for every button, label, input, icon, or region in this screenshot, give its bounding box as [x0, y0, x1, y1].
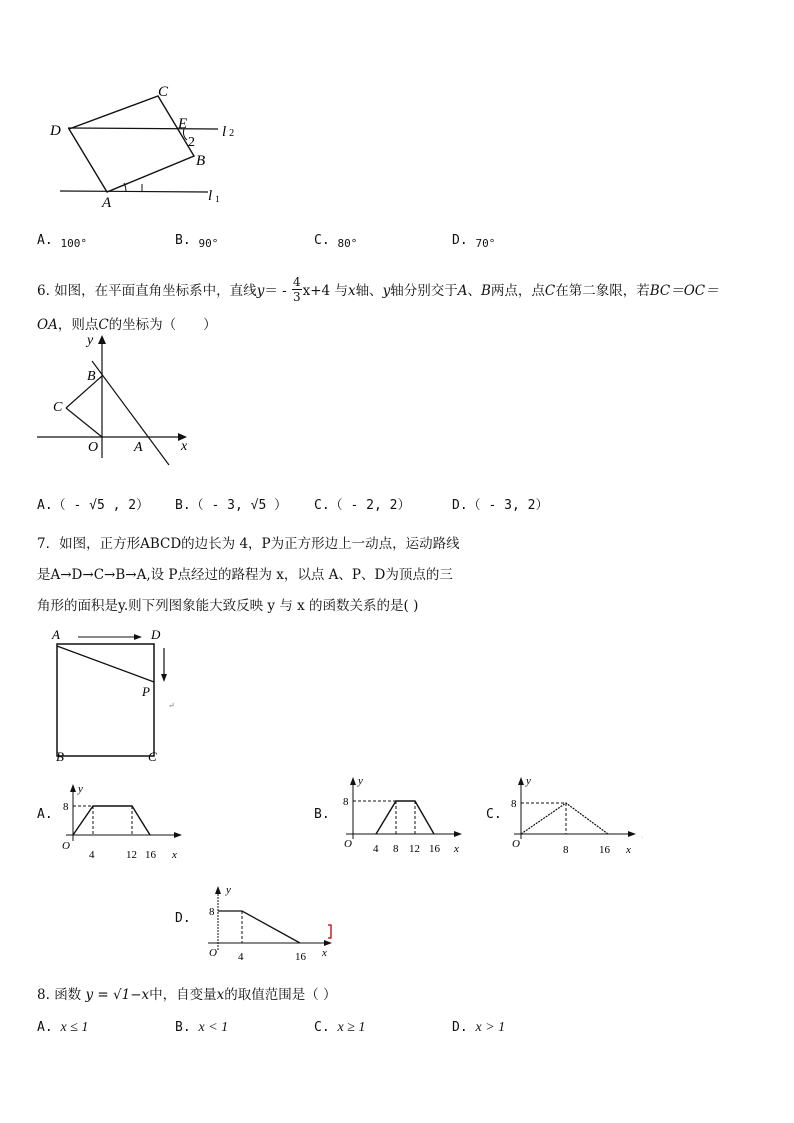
- q6-pt-c: C: [544, 283, 556, 299]
- q6-stem-line1: [37, 277, 719, 306]
- stray-bracket: [328, 925, 331, 938]
- stray-mark: ·: [641, 835, 643, 841]
- x-axis-arrow: [454, 831, 462, 837]
- label-8: 8: [343, 796, 349, 808]
- q6-figure: [35, 330, 205, 465]
- option-value: （ - 3, √5 ）: [190, 498, 288, 513]
- q6-text: 、: [467, 283, 481, 299]
- q6-pt-c: C: [98, 317, 109, 333]
- option-value: （ - 3, 2）: [467, 498, 549, 513]
- tick-12: 12: [409, 843, 420, 855]
- line-ab: [92, 361, 169, 465]
- label-O: O: [88, 440, 99, 455]
- q6-text: 两点，点: [490, 283, 545, 299]
- q6-condition: BC＝OC＝: [649, 283, 719, 299]
- q8-option-d[interactable]: [452, 1020, 505, 1036]
- x-axis-arrow: [174, 832, 182, 838]
- label-O: O: [62, 840, 70, 852]
- label-x: x: [322, 947, 327, 959]
- tick-8: 8: [393, 843, 399, 855]
- q6-minus: ＝ -: [264, 283, 287, 299]
- label-angle-2: 2: [188, 135, 195, 150]
- option-letter: C.: [314, 233, 330, 248]
- q7-option-c-letter[interactable]: C.: [486, 807, 502, 822]
- label-B: B: [56, 749, 64, 764]
- q8-text: 的取值范围是（ ）: [224, 987, 337, 1003]
- label-C: C: [158, 84, 169, 100]
- q8-option-b[interactable]: [175, 1020, 228, 1036]
- tick-4: 4: [89, 849, 95, 861]
- label-P: P: [142, 684, 150, 699]
- tick-12: 12: [126, 849, 137, 861]
- q6-var-y: y: [256, 283, 265, 299]
- question-number: 6.: [37, 283, 50, 299]
- label-y: y: [526, 775, 531, 787]
- x-axis-arrow: [324, 940, 332, 946]
- line-l1: [60, 191, 208, 192]
- option-letter: D.: [452, 233, 468, 248]
- q6-pt-b: B: [480, 283, 491, 299]
- label-l1: l 1: [208, 188, 220, 204]
- q8-option-c[interactable]: [314, 1020, 365, 1036]
- label-x: x: [626, 844, 631, 856]
- label-y: y: [78, 783, 83, 795]
- label-O: O: [512, 838, 520, 850]
- label-y: y: [87, 333, 94, 348]
- q8-var-x: x: [216, 987, 225, 1003]
- segment-bc: [66, 376, 102, 408]
- y-axis-arrow: [215, 886, 221, 894]
- q6-text: 在第二象限，若: [555, 283, 650, 299]
- q8-text: 中，自变量: [149, 987, 217, 1003]
- y-axis-arrow: [70, 784, 76, 792]
- segment-co: [66, 408, 102, 437]
- tick-16: 16: [295, 951, 306, 963]
- return-mark: ↵: [168, 701, 175, 710]
- y-axis-arrow: [98, 335, 106, 344]
- label-D: D: [50, 123, 61, 139]
- q6-pt-a: A: [457, 283, 468, 299]
- line-l2: [68, 128, 218, 129]
- label-E: E: [178, 116, 188, 132]
- label-O: O: [209, 947, 217, 959]
- segment-ap: [57, 646, 154, 682]
- arrow-top-head: [134, 634, 142, 640]
- q8-text: 函数: [54, 987, 82, 1003]
- q7-stem-line3: 角形的面积是y.则下列图象能大致反映 y 与 x 的函数关系的是( ): [37, 598, 419, 614]
- question-number: 8.: [37, 987, 50, 1003]
- label-A: A: [134, 440, 143, 455]
- x-axis-arrow: [628, 831, 636, 837]
- label-x: x: [454, 843, 459, 855]
- label-8: 8: [63, 801, 69, 813]
- q6-text: 如图，在平面直角坐标系中，直线: [54, 283, 257, 299]
- label-y: y: [358, 775, 363, 787]
- option-value: x < 1: [198, 1020, 229, 1035]
- q6-var-y2: y: [382, 283, 391, 299]
- q7-option-a-letter[interactable]: A.: [37, 807, 53, 822]
- q6-option-b[interactable]: [175, 494, 287, 513]
- option-letter: D.: [452, 1020, 468, 1035]
- q5-figure: [40, 80, 260, 215]
- tick-4: 4: [238, 951, 244, 963]
- q6-text: 轴分别交于: [390, 283, 458, 299]
- q7-square-figure: [50, 626, 190, 766]
- label-B: B: [87, 369, 96, 384]
- square-abcd: [57, 644, 154, 756]
- label-A: A: [102, 195, 112, 211]
- label-C: C: [148, 749, 157, 764]
- label-l2: l 2: [222, 124, 235, 140]
- option-value: x ≥ 1: [337, 1020, 366, 1035]
- q6-oa: OA: [37, 317, 58, 333]
- label-y: y: [226, 884, 231, 896]
- option-letter: A.: [37, 1020, 53, 1035]
- q6-option-c[interactable]: [314, 494, 410, 513]
- tick-16: 16: [599, 844, 610, 856]
- q5-option-a[interactable]: [37, 233, 87, 248]
- q6-fraction: [292, 275, 302, 304]
- option-letter: A.: [37, 498, 53, 513]
- tick-16: 16: [429, 843, 440, 855]
- option-letter: C.: [314, 498, 330, 513]
- quadrilateral-abcd: [69, 96, 194, 192]
- arrow-right-head: [161, 674, 167, 682]
- q7-stem-line2: 是A→D→C→B→A,设 P点经过的路程为 x，以点 A、P、D为顶点的三: [37, 567, 453, 583]
- q8-function: y = √1−x: [85, 987, 150, 1003]
- q5-option-c[interactable]: [314, 233, 357, 248]
- label-8: 8: [511, 798, 517, 810]
- label-B: B: [196, 153, 206, 169]
- graph-d-curve: [218, 911, 300, 943]
- label-A: A: [52, 627, 60, 642]
- q7-option-d-letter[interactable]: D.: [175, 911, 191, 926]
- q6-text: 与: [334, 283, 348, 299]
- q6-text: 的坐标为（ ）: [108, 317, 217, 333]
- q7-option-b-letter[interactable]: B.: [314, 807, 330, 822]
- graph-c-curve: [521, 803, 608, 834]
- label-8: 8: [209, 906, 215, 918]
- tick-16: 16: [145, 849, 156, 861]
- fraction-numerator: 4: [292, 275, 301, 289]
- q7-stem-line1: 7．如图，正方形ABCD的边长为 4，P为正方形边上一动点，运动路线: [37, 536, 460, 552]
- label-D: D: [151, 627, 161, 642]
- label-x: x: [181, 439, 188, 454]
- option-value: （ - √5 , 2）: [52, 498, 150, 513]
- option-value: 80°: [337, 237, 358, 250]
- q6-text: 轴、: [355, 283, 383, 299]
- y-axis-arrow: [350, 777, 356, 785]
- y-axis-arrow: [518, 777, 524, 785]
- tick-8: 8: [563, 844, 569, 856]
- option-value: x > 1: [475, 1020, 506, 1035]
- graph-a-curve: [73, 806, 150, 835]
- q7-graph-d[interactable]: [200, 880, 345, 965]
- option-letter: B.: [175, 498, 191, 513]
- option-value: x ≤ 1: [60, 1020, 89, 1035]
- fraction-denominator: 3: [292, 290, 301, 304]
- q6-text: ，则点: [57, 317, 99, 333]
- option-letter: A.: [37, 233, 53, 248]
- q6-var-x: x: [347, 283, 356, 299]
- q8-option-a[interactable]: [37, 1020, 88, 1036]
- option-value: 100°: [60, 237, 87, 250]
- option-letter: B.: [175, 1020, 191, 1035]
- option-letter: D.: [452, 498, 468, 513]
- option-value: （ - 2, 2）: [329, 498, 411, 513]
- q7-graph-a[interactable]: [58, 778, 198, 863]
- q5-option-d[interactable]: [452, 233, 495, 248]
- tick-4: 4: [373, 843, 379, 855]
- option-value: 90°: [198, 237, 219, 250]
- option-letter: B.: [175, 233, 191, 248]
- q6-option-a[interactable]: [37, 494, 149, 513]
- label-O: O: [344, 838, 352, 850]
- label-x: x: [172, 849, 177, 861]
- q8-stem: [37, 983, 337, 1003]
- q7-graph-c[interactable]: [506, 773, 651, 858]
- option-letter: C.: [314, 1020, 330, 1035]
- q6-option-d[interactable]: [452, 494, 548, 513]
- q5-option-b[interactable]: [175, 233, 218, 248]
- q7-graph-b[interactable]: [338, 773, 478, 858]
- label-C: C: [53, 400, 63, 415]
- graph-b-curve: [376, 801, 434, 834]
- option-value: 70°: [475, 237, 496, 250]
- q6-eq-tail: x+4: [302, 283, 331, 299]
